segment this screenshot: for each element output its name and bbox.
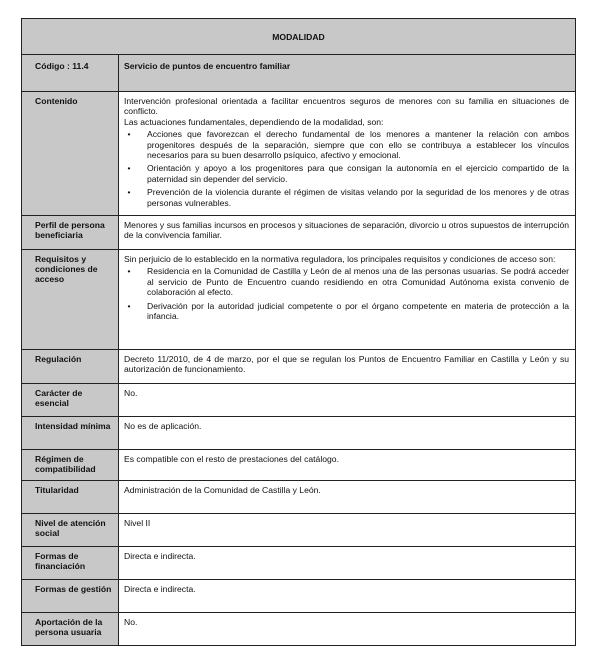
caracter-value: No. bbox=[119, 384, 576, 417]
titularidad-label: Titularidad bbox=[22, 481, 119, 514]
list-item: • Orientación y apoyo a los progenitores para que consigan la autonomía en el ejercicio compartido de la paternidad sin depender del servicio. bbox=[147, 163, 569, 184]
requisitos-intro: Sin perjuicio de lo establecido en la normativa reguladora, los principales requisitos y condiciones de acceso son: bbox=[124, 254, 556, 265]
nivel-value: Nivel II bbox=[119, 514, 576, 547]
requisitos-label: Requisitos y condiciones de acceso bbox=[22, 250, 119, 350]
list-item: • Derivación por la autoridad judicial competente o por el órgano competente en materia de protección a la infancia. bbox=[147, 301, 569, 322]
header-row bbox=[22, 19, 576, 55]
financiacion-label: Formas de financiación bbox=[22, 547, 119, 580]
financiacion-row bbox=[22, 547, 576, 580]
regimen-row bbox=[22, 450, 576, 481]
regulacion-value: Decreto 11/2010, de 4 de marzo, por el que se regulan los Puntos de Encuentro Familiar en Castilla y León y su autorización de funcionamiento. bbox=[119, 350, 576, 384]
intensidad-row bbox=[22, 417, 576, 450]
list-item: • Acciones que favorezcan el derecho fundamental de los menores a mantener la relación con ambos progenitores después de la separación, siempre que con ello se contribuya a establecer los vínculos necesarios para su buen desarrollo psíquico, afectivo y emocional. bbox=[147, 129, 569, 160]
list-item: • Prevención de la violencia durante el régimen de visitas velando por la seguridad de los menores y de otras personas vulnerables. bbox=[147, 187, 569, 208]
caracter-label: Carácter de esencial bbox=[22, 384, 119, 417]
perfil-row bbox=[22, 216, 576, 250]
codigo-label: Código : 11.4 bbox=[22, 55, 119, 92]
bullet-icon: • bbox=[127, 187, 131, 198]
ficha-table bbox=[21, 18, 576, 646]
contenido-value bbox=[119, 92, 576, 216]
caracter-row bbox=[22, 384, 576, 417]
requisitos-row bbox=[22, 250, 576, 350]
regimen-label: Régimen de compatibilidad bbox=[22, 450, 119, 481]
gestion-label: Formas de gestión bbox=[22, 580, 119, 613]
contenido-row bbox=[22, 92, 576, 216]
requisitos-bullets bbox=[124, 266, 569, 321]
modalidad-title: MODALIDAD bbox=[22, 19, 576, 55]
contenido-intro-1: Intervención profesional orientada a facilitar encuentros seguros de menores con su familia en situaciones de conflicto. bbox=[124, 96, 570, 117]
titularidad-row bbox=[22, 481, 576, 514]
financiacion-value: Directa e indirecta. bbox=[119, 547, 576, 580]
aportacion-value: No. bbox=[119, 613, 576, 646]
contenido-intro-2: Las actuaciones fundamentales, dependiendo de la modalidad, son: bbox=[124, 116, 384, 127]
contenido-bullets bbox=[124, 129, 569, 208]
aportacion-label: Aportación de la persona usuaria bbox=[22, 613, 119, 646]
contenido-label: Contenido bbox=[22, 92, 119, 216]
regulacion-label: Regulación bbox=[22, 350, 119, 384]
intensidad-label: Intensidad mínima bbox=[22, 417, 119, 450]
nivel-label: Nivel de atención social bbox=[22, 514, 119, 547]
gestion-value: Directa e indirecta. bbox=[119, 580, 576, 613]
bullet-icon: • bbox=[127, 266, 131, 277]
ficha-sheet bbox=[21, 18, 575, 646]
codigo-value: Servicio de puntos de encuentro familiar bbox=[119, 55, 576, 92]
regimen-value: Es compatible con el resto de prestaciones del catálogo. bbox=[119, 450, 576, 481]
list-item: • Residencia en la Comunidad de Castilla y León de al menos una de las personas usuarias. Se podrá acceder al servicio de Punto de Encuentro cuando residiendo en otra Comunidad Autónoma exista convenio de colaboración al efecto. bbox=[147, 266, 569, 297]
perfil-value: Menores y sus familias incursos en procesos y situaciones de separación, divorcio u otros supuestos de interrupción de la convivencia familiar. bbox=[119, 216, 576, 250]
codigo-row bbox=[22, 55, 576, 92]
intensidad-value: No es de aplicación. bbox=[119, 417, 576, 450]
titularidad-value: Administración de la Comunidad de Castilla y León. bbox=[119, 481, 576, 514]
nivel-row bbox=[22, 514, 576, 547]
regulacion-row bbox=[22, 350, 576, 384]
perfil-label: Perfil de persona beneficiaria bbox=[22, 216, 119, 250]
gestion-row bbox=[22, 580, 576, 613]
bullet-icon: • bbox=[127, 129, 131, 140]
bullet-icon: • bbox=[127, 163, 131, 174]
aportacion-row bbox=[22, 613, 576, 646]
requisitos-value bbox=[119, 250, 576, 350]
bullet-icon: • bbox=[127, 300, 131, 311]
